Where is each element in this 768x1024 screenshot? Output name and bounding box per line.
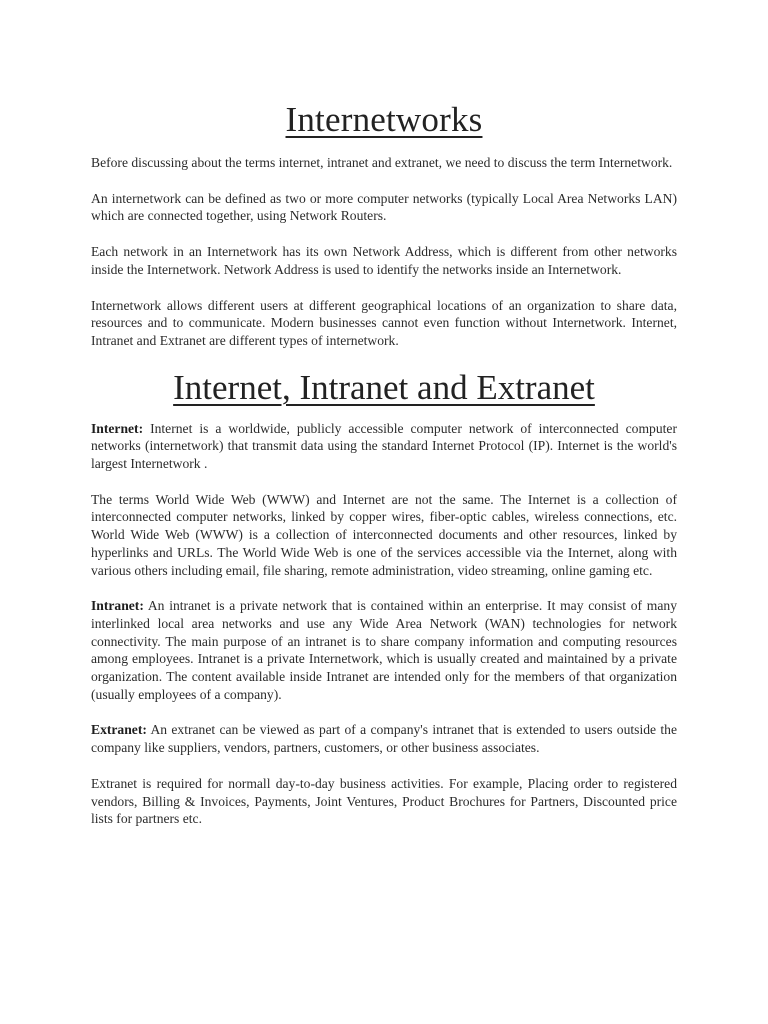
www-paragraph: The terms World Wide Web (WWW) and Internet are not the same. The Internet is a collection of interconnected computer networks, linked by copper wires, fiber-optic cables, wireless connections, etc. World Wide Web (WWW) is a collection of interconnected documents and other resources, linked by hyperlinks and URLs. The World Wide Web is one of the services accessible via the Internet, along with various others including email, file sharing, remote administration, video streaming, online gaming etc. bbox=[91, 491, 677, 578]
internetwork-purpose-paragraph: Internetwork allows different users at different geographical locations of an organization to share data, resources and to communicate. Modern businesses cannot even function without Internetwork. Internet, Intranet and Extranet are different types of internetwork. bbox=[91, 297, 677, 348]
extranet-definition: An extranet can be viewed as part of a company's intranet that is extended to users outside the company like suppliers, vendors, partners, customers, or other business associates. bbox=[91, 722, 677, 756]
extranet-paragraph bbox=[91, 721, 677, 756]
extranet-term: Extranet: bbox=[91, 722, 147, 738]
internet-paragraph bbox=[91, 420, 677, 473]
intranet-term: Intranet: bbox=[91, 598, 144, 614]
intranet-definition: An intranet is a private network that is contained within an enterprise. It may consist of many interlinked local area networks and use any Wide Area Network (WAN) technologies for network connectivity. The main purpose of an intranet is to share company information and computing resources among employees. Intranet is a private Internetwork, which is usually created and maintained by a private organization. The content available inside Intranet are intended only for the members of that organization (usually employees of a company). bbox=[91, 598, 677, 702]
internet-term: Internet: bbox=[91, 420, 144, 436]
network-address-paragraph: Each network in an Internetwork has its own Network Address, which is different from other networks inside the Internetwork. Network Address is used to identify the networks inside an Internetwork. bbox=[91, 244, 677, 277]
section-title: Internet, Intranet and Extranet bbox=[173, 367, 595, 407]
extranet-usage-paragraph: Extranet is required for normall day-to-day business activities. For example, Placing order to registered vendors, Billing & Invoices, Payments, Joint Ventures, Product Brochures for Partners, Discounted price lists for partners etc. bbox=[91, 775, 677, 827]
internetwork-definition-paragraph: An internetwork can be defined as two or more computer networks (typically Local Area Networks LAN) which are connected together, using Network Routers. bbox=[91, 190, 677, 224]
internet-definition: Internet is a worldwide, publicly accessible computer network of interconnected computer networks (internetwork) that transmit data using the standard Internet Protocol (IP). Internet is the world's largest Internetwork . bbox=[91, 420, 677, 472]
intranet-paragraph bbox=[91, 597, 677, 703]
page-title: Internetworks bbox=[285, 100, 483, 139]
intro-paragraph: Before discussing about the terms internet, intranet and extranet, we need to discuss the term Internetwork. bbox=[91, 155, 673, 170]
